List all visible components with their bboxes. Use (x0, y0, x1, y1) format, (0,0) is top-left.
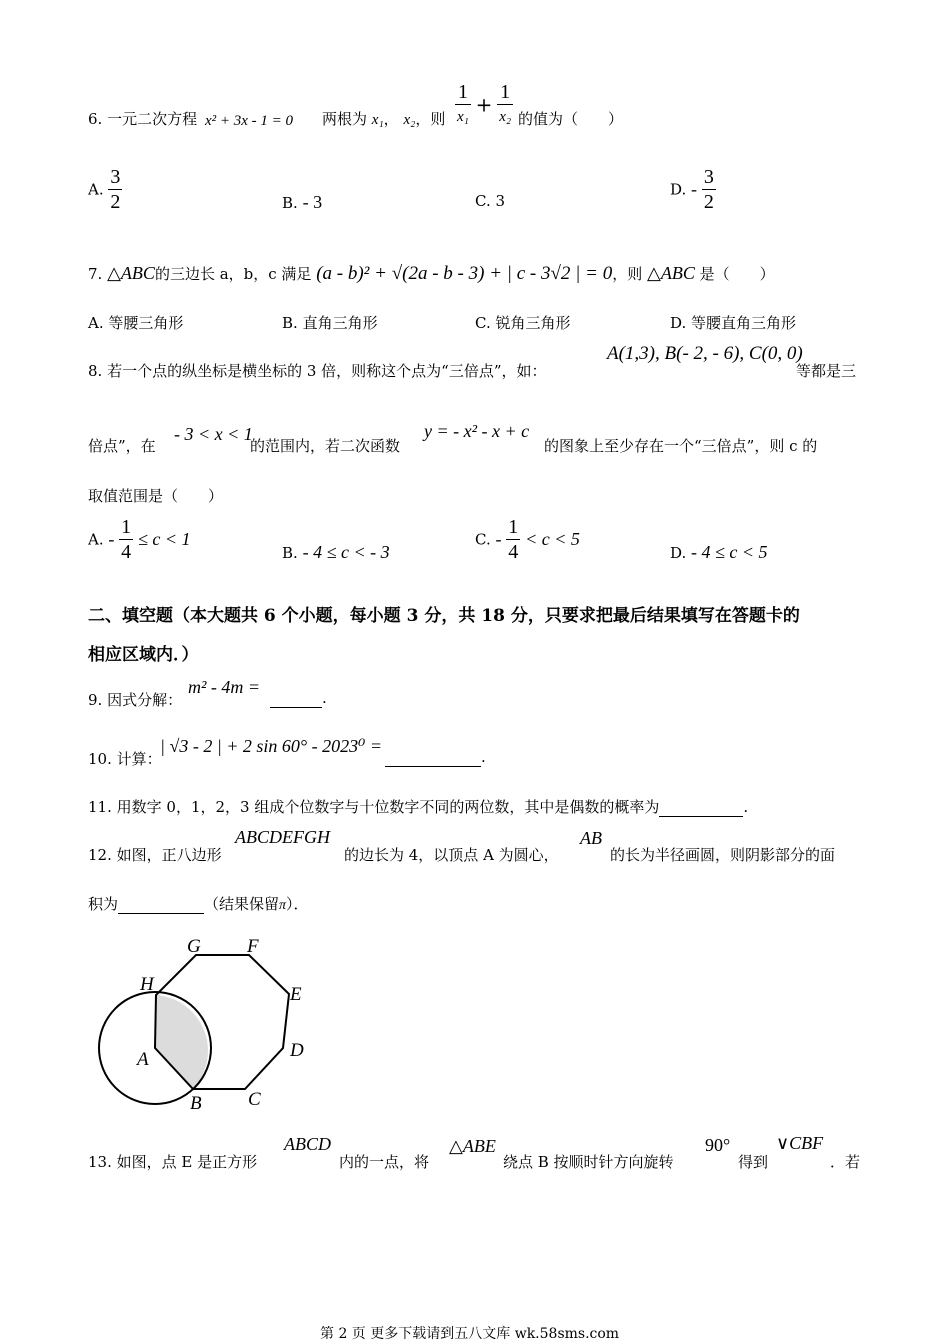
q6-option-b[interactable]: B. - 3 (282, 192, 323, 212)
q7-number: 7. (88, 265, 103, 283)
q10-end: . (481, 748, 486, 766)
q8-text1: 若一个点的纵坐标是横坐标的 3 倍，则称这个点为“三倍点”，如： (107, 362, 547, 380)
label-f: F (247, 936, 259, 957)
q9-text: 因式分解： (107, 691, 183, 709)
q7-option-a[interactable]: A. 等腰三角形 (88, 314, 184, 332)
q9-answer[interactable] (270, 689, 327, 708)
label-h: H (140, 974, 154, 995)
q8-points: A(1,3), B(- 2, - 6), C(0, 0) (607, 343, 803, 364)
q9-expression: m² - 4m = (188, 677, 261, 697)
q13-text4: 得到 (738, 1153, 769, 1171)
label-a: A (137, 1049, 149, 1070)
q10-expression: | √3 - 2 | + 2 sin 60° - 2023⁰ = (160, 736, 382, 756)
section2-heading: 二、填空题（本大题共 6 个小题，每小题 3 分，共 18 分，只要求把最后结果填写在答题卡的 (88, 606, 800, 626)
q13-triangle-2: ∨CBF (776, 1133, 824, 1153)
q6-roots-text (322, 108, 445, 129)
q6-option-d[interactable]: D. - $\frac{3}{2}$ (670, 166, 714, 213)
q6-option-c[interactable]: C. 3 (475, 192, 506, 210)
q6-option-a-frac: $\frac{3}{2}$ (110, 166, 121, 213)
q6-frac2: $\frac{1}{\text{x₂}}$ (499, 81, 512, 125)
label-g: G (187, 936, 201, 957)
q10-line (88, 748, 162, 769)
q8-option-b[interactable]: B. - 4 ≤ c < - 3 (282, 542, 390, 562)
q10-text: 计算： (116, 750, 162, 768)
q11-line (88, 796, 748, 817)
q8-line1-end: 等都是三 (796, 362, 857, 380)
q8-text2c: 的图象上至少存在一个“三倍点”，则 c 的 (544, 437, 818, 455)
q13-number: 13. (88, 1153, 112, 1171)
q13-text3: 绕点 B 按顺时针方向旋转 (503, 1153, 674, 1171)
octagon-circle-figure (90, 930, 320, 1120)
q7-option-c[interactable]: C. 锐角三角形 (475, 314, 571, 332)
q10-blank[interactable] (385, 748, 481, 767)
q13-text5: ．若 (830, 1153, 861, 1171)
q12-ab: AB (580, 828, 602, 848)
q11-text: 用数字 0，1，2，3 组成个位数字与十位数字不同的两位数，其中是偶数的概率为 (116, 798, 660, 816)
q8-option-a[interactable]: A. - $\frac{1}{4}$ ≤ c < 1 (88, 516, 191, 563)
q8-function: y = - x² - x + c (424, 421, 530, 441)
q12-polygon: ABCDEFGH (235, 827, 330, 847)
q11-end: . (743, 798, 749, 816)
label-b: B (190, 1093, 202, 1114)
q7-equation: (a - b)² + √(2a - b - 3) + | c - 3√2 | = 0 (316, 263, 613, 284)
q6-post: 的值为（ ） (518, 110, 624, 128)
q8-option-c[interactable]: C. - $\frac{1}{4}$ < c < 5 (475, 516, 580, 563)
q12-text3: 的长为半径画圆，则阴影部分的面 (610, 846, 836, 864)
q7-text1: 的三边长 a，b，c 满足 (154, 265, 312, 283)
q6-comma: ， (383, 110, 399, 128)
q8-text2b: 的范围内，若二次函数 (250, 437, 401, 455)
q8-number: 8. (88, 362, 103, 380)
q6-line (88, 108, 197, 129)
q7-text3: 是（ ） (699, 265, 775, 283)
q13-square: ABCD (284, 1134, 331, 1154)
q11-number: 11. (88, 798, 112, 816)
shaded-region (155, 995, 208, 1089)
label-c: C (248, 1089, 261, 1110)
q12-line1 (88, 844, 222, 865)
q7-triangle-2: △ABC (647, 263, 695, 283)
q11-blank[interactable] (659, 798, 743, 817)
q12-text1: 如图，正八边形 (116, 846, 222, 864)
q12-blank[interactable] (118, 895, 204, 914)
q13-triangle: △ABE (449, 1136, 496, 1156)
label-d: D (290, 1040, 304, 1061)
q6-text: 一元二次方程 (107, 110, 198, 128)
q8-option-c-frac: $\frac{1}{4}$ (508, 516, 519, 563)
q8-line3: 取值范围是（ ） (88, 487, 224, 505)
q12-text6: ）． (286, 895, 309, 913)
q8-line2 (88, 435, 156, 456)
q6-plus: + (475, 92, 493, 117)
q9-end: . (322, 689, 327, 707)
q10-answer[interactable] (385, 748, 486, 767)
q8-range: - 3 < x < 1 (174, 424, 253, 444)
q13-text2: 内的一点，将 (339, 1153, 430, 1171)
q6-number: 6. (88, 110, 103, 128)
q8-text2a: 倍点”，在 (88, 437, 156, 455)
q13-text1: 如图，点 E 是正方形 (116, 1153, 258, 1171)
q12-text5: （结果保留 (204, 895, 280, 913)
q7-option-b[interactable]: B. 直角三角形 (282, 314, 378, 332)
q6-x1: x₁ (371, 112, 384, 128)
q12-line2 (88, 893, 309, 914)
q7-line (88, 263, 775, 285)
q7-text2: ，则 (612, 265, 643, 283)
q7-option-d[interactable]: D. 等腰直角三角形 (670, 314, 797, 332)
q6-then: ，则 (415, 110, 446, 128)
q12-text2: 的边长为 4，以顶点 A 为圆心， (344, 846, 559, 864)
q6-x2: x₂ (403, 112, 416, 128)
q6-option-d-frac: $\frac{3}{2}$ (703, 166, 714, 213)
q8-option-a-frac: $\frac{1}{4}$ (121, 516, 132, 563)
q12-text4: 积为 (88, 895, 119, 913)
q6-fraction-sum (455, 80, 513, 129)
page-footer: 第 2 页 更多下载请到五八文库 wk.58sms.com (320, 1326, 620, 1342)
q13-degree: 90° (705, 1135, 731, 1155)
q6-equation: x² + 3x - 1 = 0 (205, 113, 294, 129)
q6-frac1: $\frac{1}{\text{x₁}}$ (457, 81, 469, 125)
q6-mid: 两根为 (322, 110, 368, 128)
q10-number: 10. (88, 750, 112, 768)
q12-pi: π (279, 898, 287, 913)
q9-line (88, 689, 182, 710)
section2-heading-2: 相应区域内．） (88, 645, 199, 665)
q6-option-a[interactable]: A. $\frac{3}{2}$ (88, 166, 121, 213)
q7-triangle: △ABC (107, 263, 155, 283)
q13-line (88, 1151, 257, 1172)
q12-number: 12. (88, 846, 112, 864)
q8-option-d[interactable]: D. - 4 ≤ c < 5 (670, 542, 768, 562)
q9-blank[interactable] (270, 689, 322, 708)
label-e: E (290, 984, 302, 1005)
q9-number: 9. (88, 691, 103, 709)
q8-line1 (88, 360, 547, 381)
